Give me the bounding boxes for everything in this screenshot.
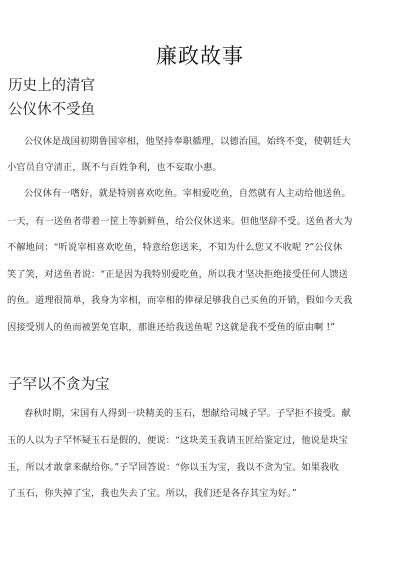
story1-line: 不解地问：“听说宰相喜欢吃鱼，特意给您送来，不知为什么您又不收呢 ?”公仪休 bbox=[7, 242, 343, 253]
section-heading: 历史上的清官 bbox=[8, 78, 95, 94]
story1-line: 因接受别人的鱼而被罢免官职，那谁还给我送鱼呢 ?这就是我不受鱼的原由啊 !” bbox=[7, 322, 336, 333]
story2-line: 了玉石，你失掉了宝，我也失去了宝。所以，我们还是各存其宝为好。” bbox=[7, 488, 297, 499]
document-title: 廉政故事 bbox=[156, 44, 244, 68]
story2-line: 玉的人以为子罕怀疑玉石是假的，便说：“这块美玉我请玉匠给鉴定过，他说是块宝 bbox=[7, 435, 348, 446]
story2-line: 玉，所以才敢拿来献给你。”子罕回答说：“你以玉为宝，我以不贪为宝。如果我收 bbox=[7, 462, 339, 473]
story1-line: 的鱼。道理很简单，我身为宰相，而宰相的俸禄足够我自己买鱼的开销，假如今天我 bbox=[7, 295, 353, 306]
story2-heading: 子罕以不贪为宝 bbox=[8, 377, 110, 393]
story1-heading: 公仪休不受鱼 bbox=[8, 102, 95, 118]
story1-line: 公仪休是战国初期鲁国宰相，他坚持奉职循理，以德治国，始终不变，使朝廷大 bbox=[24, 136, 351, 147]
story1-line: 笑了笑，对送鱼者说：“正是因为我特别爱吃鱼，所以我才坚决拒绝接受任何人馈送 bbox=[7, 269, 348, 280]
story2-line: 春秋时期，宋国有人得到一块精美的玉石，想献给司城子罕。子罕拒不接受。献 bbox=[24, 408, 351, 419]
story1-line: 公仪休有一嗜好，就是特别喜欢吃鱼。宰相爱吃鱼，自然就有人主动给他送鱼。 bbox=[24, 188, 351, 199]
story1-line: 小官员自守清正，既不与百姓争利，也不妄取小惠。 bbox=[7, 162, 222, 173]
story1-line: 一天，有一送鱼者带着一筐上等新鲜鱼，给公仪休送来。但他坚辞不受。送鱼者大为 bbox=[7, 216, 353, 227]
